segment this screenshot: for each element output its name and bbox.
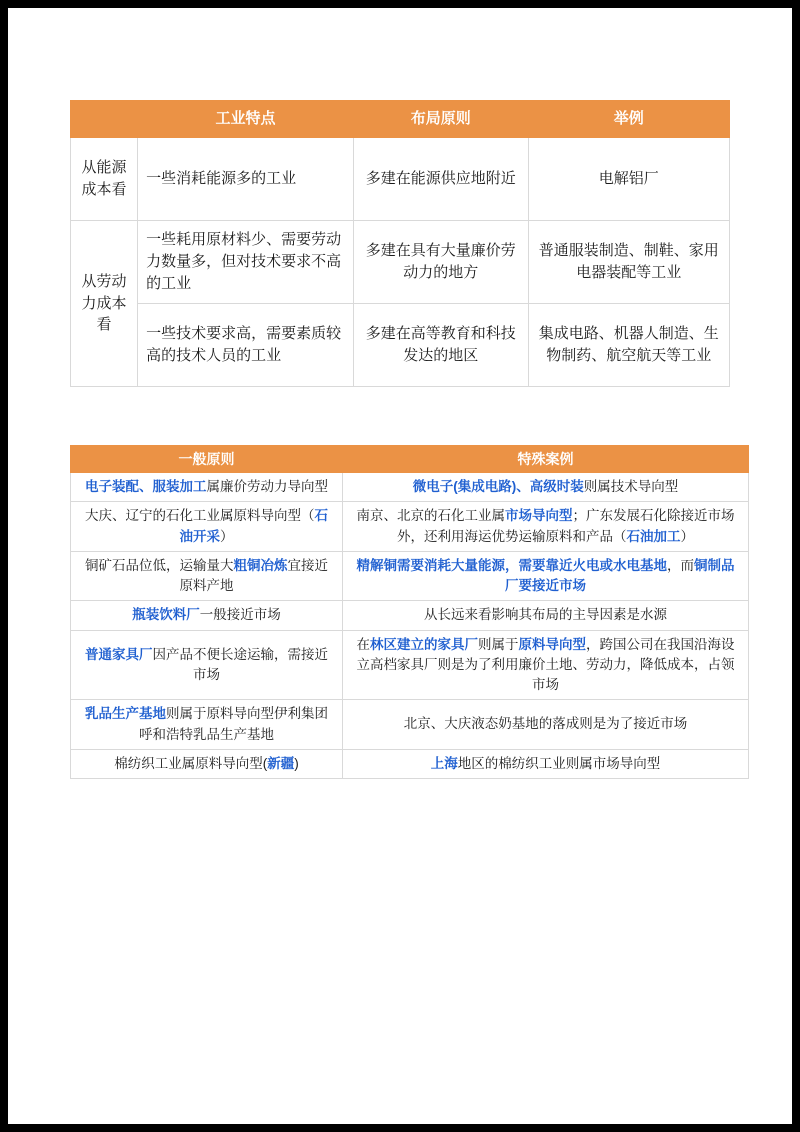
- text-run: 林区建立的家具厂: [370, 636, 478, 652]
- text-run: 则属于原料导向型伊利集团呼和浩特乳品生产基地: [139, 706, 328, 742]
- table-row: [71, 601, 749, 630]
- table2-cell-general-5: [71, 700, 343, 750]
- document-page: [8, 8, 792, 1124]
- table1-header-row: [71, 101, 730, 138]
- text-run: ）: [680, 528, 694, 544]
- text-run: ): [294, 755, 299, 771]
- table-row: [71, 700, 749, 750]
- text-run: 铜制品厂要接近市场: [505, 557, 735, 593]
- table2-header-general: 一般原则: [71, 446, 343, 473]
- table-row: [71, 473, 749, 502]
- table-row: [71, 551, 749, 601]
- text-run: 粗铜冶炼: [233, 557, 288, 573]
- table2-cell-general-6: [71, 749, 343, 778]
- industry-characteristics-table: [70, 100, 730, 387]
- table1-feature-labor: 一些耗用原材料少、需要劳动力数量多，但对技术要求不高的工业: [138, 221, 354, 304]
- text-run: 一般接近市场: [199, 607, 281, 623]
- text-run: 则属技术导向型: [583, 479, 679, 494]
- table-row: [71, 502, 749, 552]
- table1-example-energy: 电解铝厂: [528, 138, 729, 221]
- table1-row-label-energy: 从能源成本看: [71, 138, 138, 221]
- table-row: [71, 221, 730, 304]
- table2-cell-general-0: [71, 473, 343, 502]
- table-row: [71, 304, 730, 387]
- table2-cell-general-4: [71, 630, 343, 700]
- table-row: [71, 630, 749, 700]
- text-run: 棉纺织工业属原料导向型(: [114, 755, 268, 771]
- text-run: ；广东发展石化除接近市场外，还利用海运优势运输原料和产品（: [397, 508, 735, 544]
- text-run: 上海: [430, 755, 458, 771]
- table2-cell-special-3: [343, 601, 749, 630]
- table2-header-row: [71, 446, 749, 473]
- table-row: [71, 749, 749, 778]
- table1-example-labor: 普通服装制造、制鞋、家用电器装配等工业: [528, 221, 729, 304]
- orientation-cases-table: [70, 445, 749, 779]
- text-run: 铜矿石品位低，运输量大: [85, 557, 234, 573]
- text-run: 市场导向型: [505, 508, 573, 524]
- table1-principle-labor: 多建在具有大量廉价劳动力的地方: [354, 221, 529, 304]
- text-run: 大庆、辽宁的石化工业属原料导向型（: [85, 508, 315, 524]
- text-run: 乳品生产基地: [85, 706, 166, 722]
- table2-cell-general-1: [71, 502, 343, 552]
- text-run: 在: [356, 636, 370, 652]
- table2-cell-special-1: [343, 502, 749, 552]
- table-row: [71, 138, 730, 221]
- table1-example-tech: 集成电路、机器人制造、生物制药、航空航天等工业: [528, 304, 729, 387]
- text-run: 精解铜需要消耗大量能源，需要靠近火电或水电基地: [356, 557, 667, 573]
- text-run: 瓶装饮料厂: [132, 607, 200, 623]
- text-run: 从长远来看影响其布局的主导因素是水源: [424, 607, 667, 623]
- table1-principle-energy: 多建在能源供应地附近: [354, 138, 529, 221]
- text-run: 南京、北京的石化工业属: [356, 508, 505, 524]
- table1-header-blank: [71, 101, 138, 138]
- table1-feature-energy: 一些消耗能源多的工业: [138, 138, 354, 221]
- table1-header-principle: 布局原则: [354, 101, 529, 138]
- text-run: 因产品不便长途运输，需接近市场: [152, 646, 328, 682]
- table1-header-example: 举例: [528, 101, 729, 138]
- text-run: ，跨国公司在我国沿海设立高档家具厂则是为了利用廉价土地、劳动力，降低成本，占领市场: [356, 636, 735, 692]
- table2-cell-general-2: [71, 551, 343, 601]
- table2-cell-special-2: [343, 551, 749, 601]
- text-run: 石油开采: [179, 508, 328, 544]
- table2-header-special: 特殊案例: [343, 446, 749, 473]
- text-run: ）: [220, 528, 234, 544]
- table2-cell-general-3: [71, 601, 343, 630]
- text-run: 则属于: [478, 636, 519, 652]
- table1-header-feature: 工业特点: [138, 101, 354, 138]
- table2-cell-special-6: [343, 749, 749, 778]
- table2-body: [71, 473, 749, 779]
- table2-cell-special-0: [343, 473, 749, 502]
- table1-principle-tech: 多建在高等教育和科技发达的地区: [354, 304, 529, 387]
- table1-row-label-labor: 从劳动力成本看: [71, 221, 138, 387]
- text-run: 新疆: [267, 755, 295, 771]
- text-run: 石油加工: [626, 528, 681, 544]
- text-run: 北京、大庆液态奶基地的落成则是为了接近市场: [403, 716, 688, 732]
- text-run: 普通家具厂: [85, 646, 153, 662]
- table1-feature-tech: 一些技术要求高，需要素质较高的技术人员的工业: [138, 304, 354, 387]
- table2-cell-special-5: [343, 700, 749, 750]
- table2-cell-special-4: [343, 630, 749, 700]
- text-run: 地区的棉纺织工业则属市场导向型: [457, 755, 661, 771]
- text-run: 电子装配、服装加工: [85, 479, 207, 494]
- text-run: ，而: [667, 557, 694, 573]
- text-run: 属廉价劳动力导向型: [206, 479, 328, 494]
- text-run: 原料导向型: [518, 636, 586, 652]
- text-run: 微电子(集成电路)、高级时装: [412, 479, 584, 494]
- text-run: 宜接近原料产地: [179, 557, 328, 593]
